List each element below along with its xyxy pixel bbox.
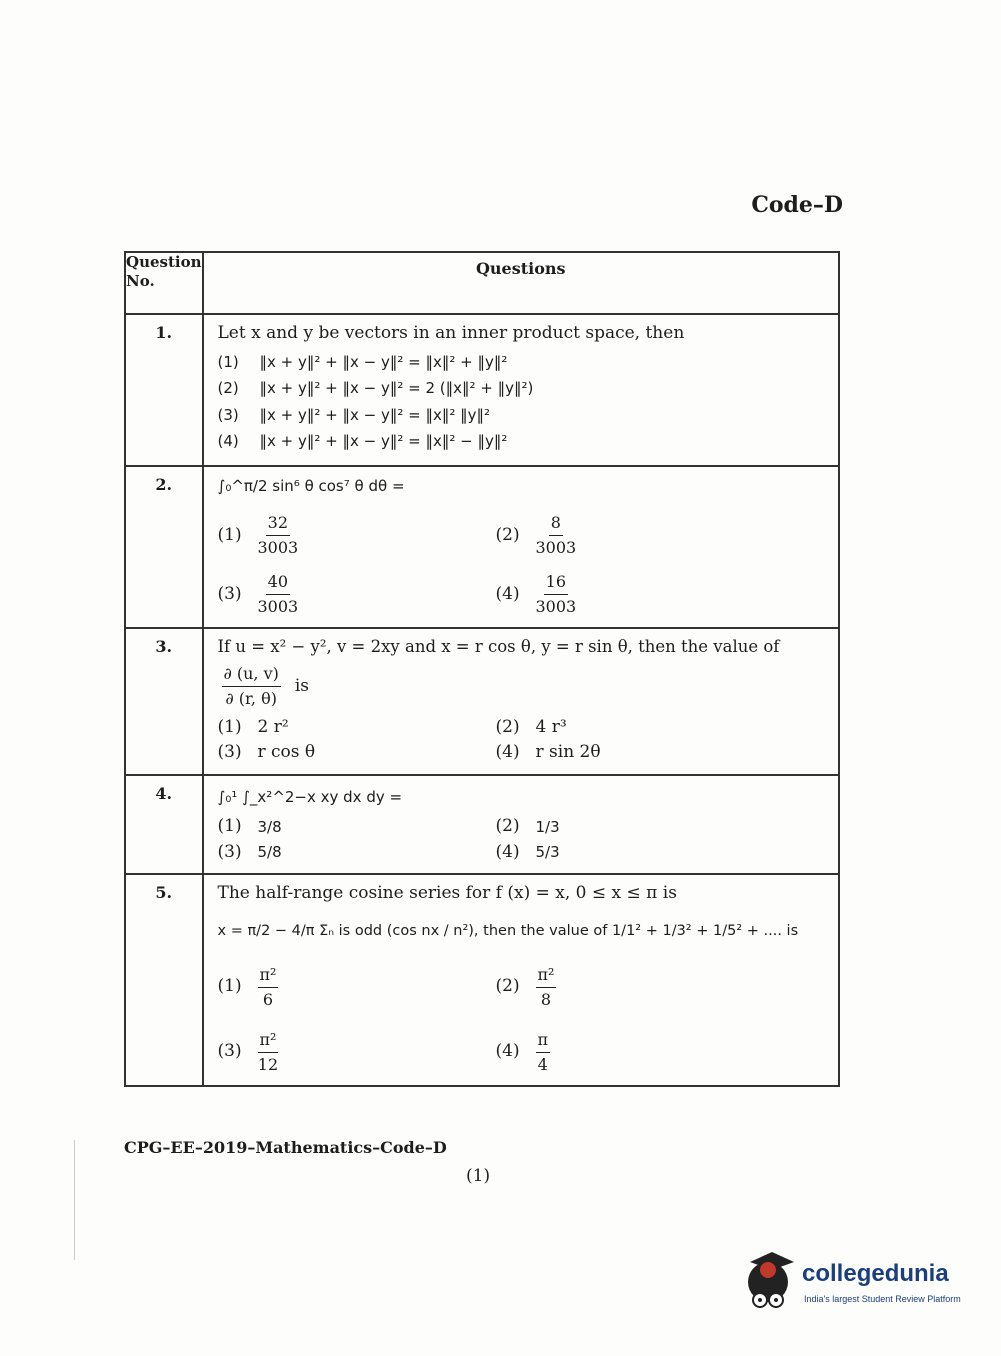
option [496, 511, 774, 560]
question-number: 3. [125, 628, 203, 775]
page-number: (1) [466, 1166, 491, 1186]
fraction-denominator: 6 [262, 989, 274, 1009]
options-row [218, 715, 829, 741]
options-row [218, 570, 829, 619]
question-row-2 [125, 466, 839, 629]
option [218, 377, 829, 400]
option-number: (2) [495, 524, 520, 545]
question-number: 4. [125, 775, 203, 875]
option-text: 1/3 [535, 817, 560, 836]
option [218, 814, 496, 840]
question-stem: Let x and y be vectors in an inner product space, then [217, 323, 685, 343]
option [496, 740, 774, 766]
option [218, 715, 496, 741]
option-text: r cos θ [257, 742, 316, 763]
option-number: (4) [217, 432, 239, 450]
question-number: 5. [125, 874, 203, 1085]
option-text: 2 r² [257, 716, 289, 737]
option [496, 840, 774, 866]
fraction-numerator: 8 [549, 511, 563, 536]
option-number: (1) [217, 524, 242, 545]
option-number: (1) [217, 352, 239, 371]
question-stem: ∫₀^π/2 sin⁶ θ cos⁷ θ dθ = [217, 476, 405, 495]
fraction-denominator: 3003 [257, 538, 299, 557]
fraction-denominator: ∂ (r, θ) [225, 688, 277, 708]
options-row [218, 740, 829, 766]
option-number: (3) [217, 583, 242, 604]
option-text: ‖x + y‖² + ‖x − y‖² = ‖x‖² + ‖y‖² [259, 352, 508, 371]
option-text: ‖x + y‖² + ‖x − y‖² = 2 (‖x‖² + ‖y‖²) [259, 379, 534, 397]
fraction-numerator: π [536, 1028, 551, 1053]
option-number: (2) [495, 716, 520, 737]
option-text: ‖x + y‖² + ‖x − y‖² = ‖x‖² ‖y‖² [259, 405, 491, 424]
logo-tagline: India's largest Student Review Platform [804, 1294, 961, 1304]
question-number: 2. [125, 466, 203, 629]
option [218, 963, 496, 1012]
option [218, 570, 496, 619]
question-row-4 [125, 775, 839, 875]
option-number: (3) [217, 1041, 242, 1062]
option-number: (3) [217, 841, 242, 862]
option-number: (4) [495, 742, 520, 763]
fraction-denominator: 4 [537, 1054, 548, 1074]
mascot-icon [742, 1250, 798, 1312]
option-text: r sin 2θ [535, 742, 601, 763]
collegedunia-logo [742, 1248, 972, 1318]
fraction-denominator: 8 [540, 989, 552, 1009]
option-number: (2) [495, 976, 520, 997]
option [496, 1028, 774, 1077]
option-number: (1) [217, 816, 242, 837]
option-number: (2) [217, 379, 239, 397]
fraction-numerator: π² [258, 1028, 279, 1053]
option-number: (1) [217, 716, 242, 737]
question-stem: The half-range cosine series for f (x) = x, 0 ≤ x ≤ π is [217, 883, 677, 904]
footer-code: CPG–EE–2019–Mathematics–Code–D [124, 1138, 447, 1157]
option [218, 840, 496, 866]
option [218, 511, 496, 560]
fraction-numerator: 16 [544, 570, 568, 595]
question-row-5 [125, 874, 839, 1085]
option [218, 430, 829, 453]
option [218, 740, 496, 766]
question-body [203, 466, 840, 629]
options-row [218, 963, 829, 1012]
option-text: 4 r³ [535, 716, 567, 737]
fraction-denominator: 3003 [535, 538, 577, 557]
table-header [125, 252, 839, 314]
option [218, 1028, 496, 1077]
fraction-numerator: π² [258, 963, 279, 988]
option [218, 351, 829, 374]
question-row-3 [125, 628, 839, 775]
option-text: 5/3 [535, 843, 560, 862]
jacobian [218, 662, 829, 711]
option [218, 404, 829, 427]
fraction-numerator: ∂ (u, v) [222, 662, 281, 687]
option-number: (3) [217, 742, 242, 763]
option-text: ‖x + y‖² + ‖x − y‖² = ‖x‖² − ‖y‖² [259, 432, 508, 450]
fraction-denominator: 3003 [257, 597, 299, 616]
question-body [203, 628, 840, 775]
option [496, 715, 774, 741]
fraction-numerator: π² [536, 963, 557, 988]
header-question-no: Question No. [125, 252, 203, 314]
option-number: (1) [217, 976, 242, 997]
fraction-denominator: 3003 [535, 597, 577, 616]
option [496, 963, 774, 1012]
fraction-numerator: 40 [266, 570, 290, 595]
fraction-numerator: 32 [266, 511, 290, 536]
margin-line [74, 1140, 75, 1260]
question-row-1 [125, 314, 839, 466]
question-table [124, 251, 840, 1087]
option-text: 3/8 [257, 817, 282, 836]
question-number: 1. [125, 314, 203, 466]
is-text: is [294, 675, 310, 696]
option-number: (4) [495, 841, 520, 862]
question-body [203, 314, 840, 466]
options-row [218, 840, 829, 866]
header-questions: Questions [203, 252, 840, 314]
option [496, 570, 774, 619]
option-number: (4) [495, 1041, 520, 1062]
options-row [218, 814, 829, 840]
option-number: (4) [495, 583, 520, 604]
logo-name: collegedunia [802, 1260, 949, 1287]
series-statement: x = π/2 − 4/π Σₙ is odd (cos nx / n²), then the value of 1/1² + 1/3² + 1/5² + .... is [217, 922, 799, 939]
options-row [218, 511, 829, 560]
option-number: (3) [217, 405, 239, 424]
question-body [203, 775, 840, 875]
option-text: 5/8 [257, 843, 282, 862]
code-label: Code–D [751, 192, 843, 218]
question-stem: ∫₀¹ ∫_x²^2−x xy dx dy = [217, 787, 403, 806]
options-row [218, 1028, 829, 1077]
fraction-denominator: 12 [257, 1054, 279, 1074]
option [496, 814, 774, 840]
option-number: (2) [495, 816, 520, 837]
question-body [203, 874, 840, 1085]
question-stem: If u = x² − y², v = 2xy and x = r cos θ, y = r sin θ, then the value of [217, 637, 780, 656]
